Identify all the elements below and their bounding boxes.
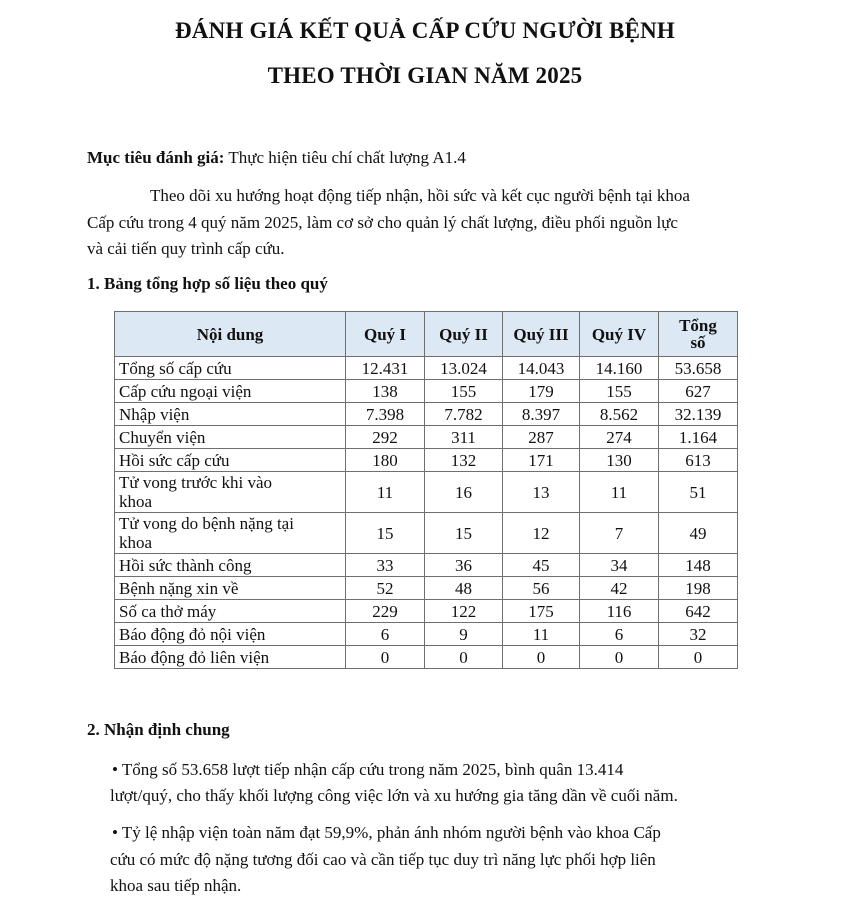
- row-label-text: Bệnh nặng xin về: [119, 578, 239, 598]
- row-label: [115, 600, 346, 623]
- row-label-text-line-2: khoa: [119, 492, 153, 511]
- q2-value: 9: [425, 623, 503, 646]
- q4-value: 11: [580, 472, 659, 513]
- q3-value: 0: [503, 646, 580, 669]
- q4-value: 130: [580, 449, 659, 472]
- total-value: 627: [659, 380, 738, 403]
- row-label: [115, 380, 346, 403]
- header-total-line-2: số: [690, 333, 706, 352]
- bullet-1-line-2: lượt/quý, cho thấy khối lượng công việc lớn và xu hướng gia tăng dần về cuối năm.: [110, 786, 678, 805]
- row-label-text-line-2: khoa: [119, 533, 153, 552]
- table-row: [115, 600, 738, 623]
- q1-value: 52: [346, 577, 425, 600]
- q1-value: 180: [346, 449, 425, 472]
- table-row: [115, 426, 738, 449]
- table-row: [115, 449, 738, 472]
- q1-value: 292: [346, 426, 425, 449]
- q1-value: 12.431: [346, 357, 425, 380]
- row-label: [115, 357, 346, 380]
- q4-value: 155: [580, 380, 659, 403]
- table-row: [115, 554, 738, 577]
- q3-value: 179: [503, 380, 580, 403]
- q4-value: 34: [580, 554, 659, 577]
- q2-value: 122: [425, 600, 503, 623]
- row-label-text: Báo động đỏ liên viện: [119, 647, 270, 667]
- row-label-text: Tử vong do bệnh nặng tại: [119, 514, 294, 533]
- table-header-row: [115, 312, 738, 357]
- row-label-text: Số ca thở máy: [119, 601, 217, 621]
- intro-line-3: và cải tiến quy trình cấp cứu.: [87, 239, 285, 258]
- total-value: 51: [659, 472, 738, 513]
- total-value: 642: [659, 600, 738, 623]
- q1-value: 33: [346, 554, 425, 577]
- goal-text: Thực hiện tiêu chí chất lượng A1.4: [224, 148, 466, 167]
- table-row: [115, 380, 738, 403]
- row-label: [115, 449, 346, 472]
- intro-line-1: Theo dõi xu hướng hoạt động tiếp nhận, hồi sức và kết cục người bệnh tại khoa: [150, 186, 690, 205]
- total-value: 198: [659, 577, 738, 600]
- document-title-line-1: ĐÁNH GIÁ KẾT QUẢ CẤP CỨU NGƯỜI BỆNH: [174, 18, 676, 43]
- q3-value: 8.397: [503, 403, 580, 426]
- row-label-text: Chuyển viện: [119, 427, 206, 447]
- q1-value: 229: [346, 600, 425, 623]
- header-q4: Quý IV: [580, 312, 659, 357]
- row-label: [115, 554, 346, 577]
- row-label: [115, 646, 346, 669]
- header-content: Nội dung: [115, 312, 346, 357]
- q1-value: 7.398: [346, 403, 425, 426]
- table-row: [115, 357, 738, 380]
- bullet-2-line-2: cứu có mức độ nặng tương đối cao và cần tiếp tục duy trì năng lực phối hợp liên: [110, 850, 656, 869]
- row-label: [115, 577, 346, 600]
- table-row: [115, 577, 738, 600]
- row-label-text: Cấp cứu ngoại viện: [119, 381, 252, 401]
- q3-value: 171: [503, 449, 580, 472]
- q3-value: 175: [503, 600, 580, 623]
- q2-value: 7.782: [425, 403, 503, 426]
- q3-value: 287: [503, 426, 580, 449]
- q2-value: 15: [425, 513, 503, 554]
- total-value: 148: [659, 554, 738, 577]
- q1-value: 11: [346, 472, 425, 513]
- q3-value: 14.043: [503, 357, 580, 380]
- table-row: [115, 472, 738, 513]
- q1-value: 15: [346, 513, 425, 554]
- q3-value: 12: [503, 513, 580, 554]
- row-label-text: Hồi sức thành công: [119, 555, 252, 575]
- row-label: [115, 403, 346, 426]
- q2-value: 132: [425, 449, 503, 472]
- q2-value: 16: [425, 472, 503, 513]
- q4-value: 7: [580, 513, 659, 554]
- q1-value: 0: [346, 646, 425, 669]
- bullet-2-line-1: • Tỷ lệ nhập viện toàn năm đạt 59,9%, phản ánh nhóm người bệnh vào khoa Cấp: [112, 823, 661, 842]
- section-1-heading: 1. Bảng tổng hợp số liệu theo quý: [87, 274, 328, 293]
- q3-value: 56: [503, 577, 580, 600]
- header-q3: Quý III: [503, 312, 580, 357]
- row-label-text: Tổng số cấp cứu: [119, 358, 232, 378]
- header-q1: Quý I: [346, 312, 425, 357]
- row-label-text: Tử vong trước khi vào: [119, 473, 272, 492]
- q2-value: 155: [425, 380, 503, 403]
- goal-statement: [87, 148, 466, 168]
- total-value: 49: [659, 513, 738, 554]
- q1-value: 6: [346, 623, 425, 646]
- q2-value: 311: [425, 426, 503, 449]
- row-label-text: Báo động đỏ nội viện: [119, 624, 266, 644]
- bullet-1-line-1: • Tổng số 53.658 lượt tiếp nhận cấp cứu trong năm 2025, bình quân 13.414: [112, 760, 624, 779]
- row-label: [115, 623, 346, 646]
- goal-label: Mục tiêu đánh giá:: [87, 148, 225, 167]
- q2-value: 13.024: [425, 357, 503, 380]
- table-row: [115, 623, 738, 646]
- total-value: 613: [659, 449, 738, 472]
- q3-value: 11: [503, 623, 580, 646]
- q4-value: 14.160: [580, 357, 659, 380]
- q2-value: 36: [425, 554, 503, 577]
- bullet-2-line-3: khoa sau tiếp nhận.: [110, 876, 242, 895]
- intro-line-2: Cấp cứu trong 4 quý năm 2025, làm cơ sở cho quản lý chất lượng, điều phối nguồn lực: [87, 213, 678, 232]
- q3-value: 45: [503, 554, 580, 577]
- q4-value: 274: [580, 426, 659, 449]
- q4-value: 42: [580, 577, 659, 600]
- table-row: [115, 403, 738, 426]
- total-value: 32: [659, 623, 738, 646]
- quarterly-summary-table: [114, 311, 738, 669]
- row-label: [115, 426, 346, 449]
- q3-value: 13: [503, 472, 580, 513]
- header-total-line-1: Tổng: [679, 316, 717, 335]
- q4-value: 116: [580, 600, 659, 623]
- total-value: 53.658: [659, 357, 738, 380]
- table-row: [115, 646, 738, 669]
- q2-value: 0: [425, 646, 503, 669]
- header-total: [659, 312, 738, 357]
- q4-value: 8.562: [580, 403, 659, 426]
- q1-value: 138: [346, 380, 425, 403]
- total-value: 1.164: [659, 426, 738, 449]
- q2-value: 48: [425, 577, 503, 600]
- q4-value: 6: [580, 623, 659, 646]
- row-label-text: Nhập viện: [119, 404, 190, 424]
- table-row: [115, 513, 738, 554]
- section-2-heading: 2. Nhận định chung: [87, 720, 230, 739]
- header-q2: Quý II: [425, 312, 503, 357]
- row-label: [115, 513, 346, 554]
- row-label: [115, 472, 346, 513]
- row-label-text: Hồi sức cấp cứu: [119, 450, 230, 470]
- document-title-line-2: THEO THỜI GIAN NĂM 2025: [267, 63, 583, 88]
- total-value: 32.139: [659, 403, 738, 426]
- total-value: 0: [659, 646, 738, 669]
- q4-value: 0: [580, 646, 659, 669]
